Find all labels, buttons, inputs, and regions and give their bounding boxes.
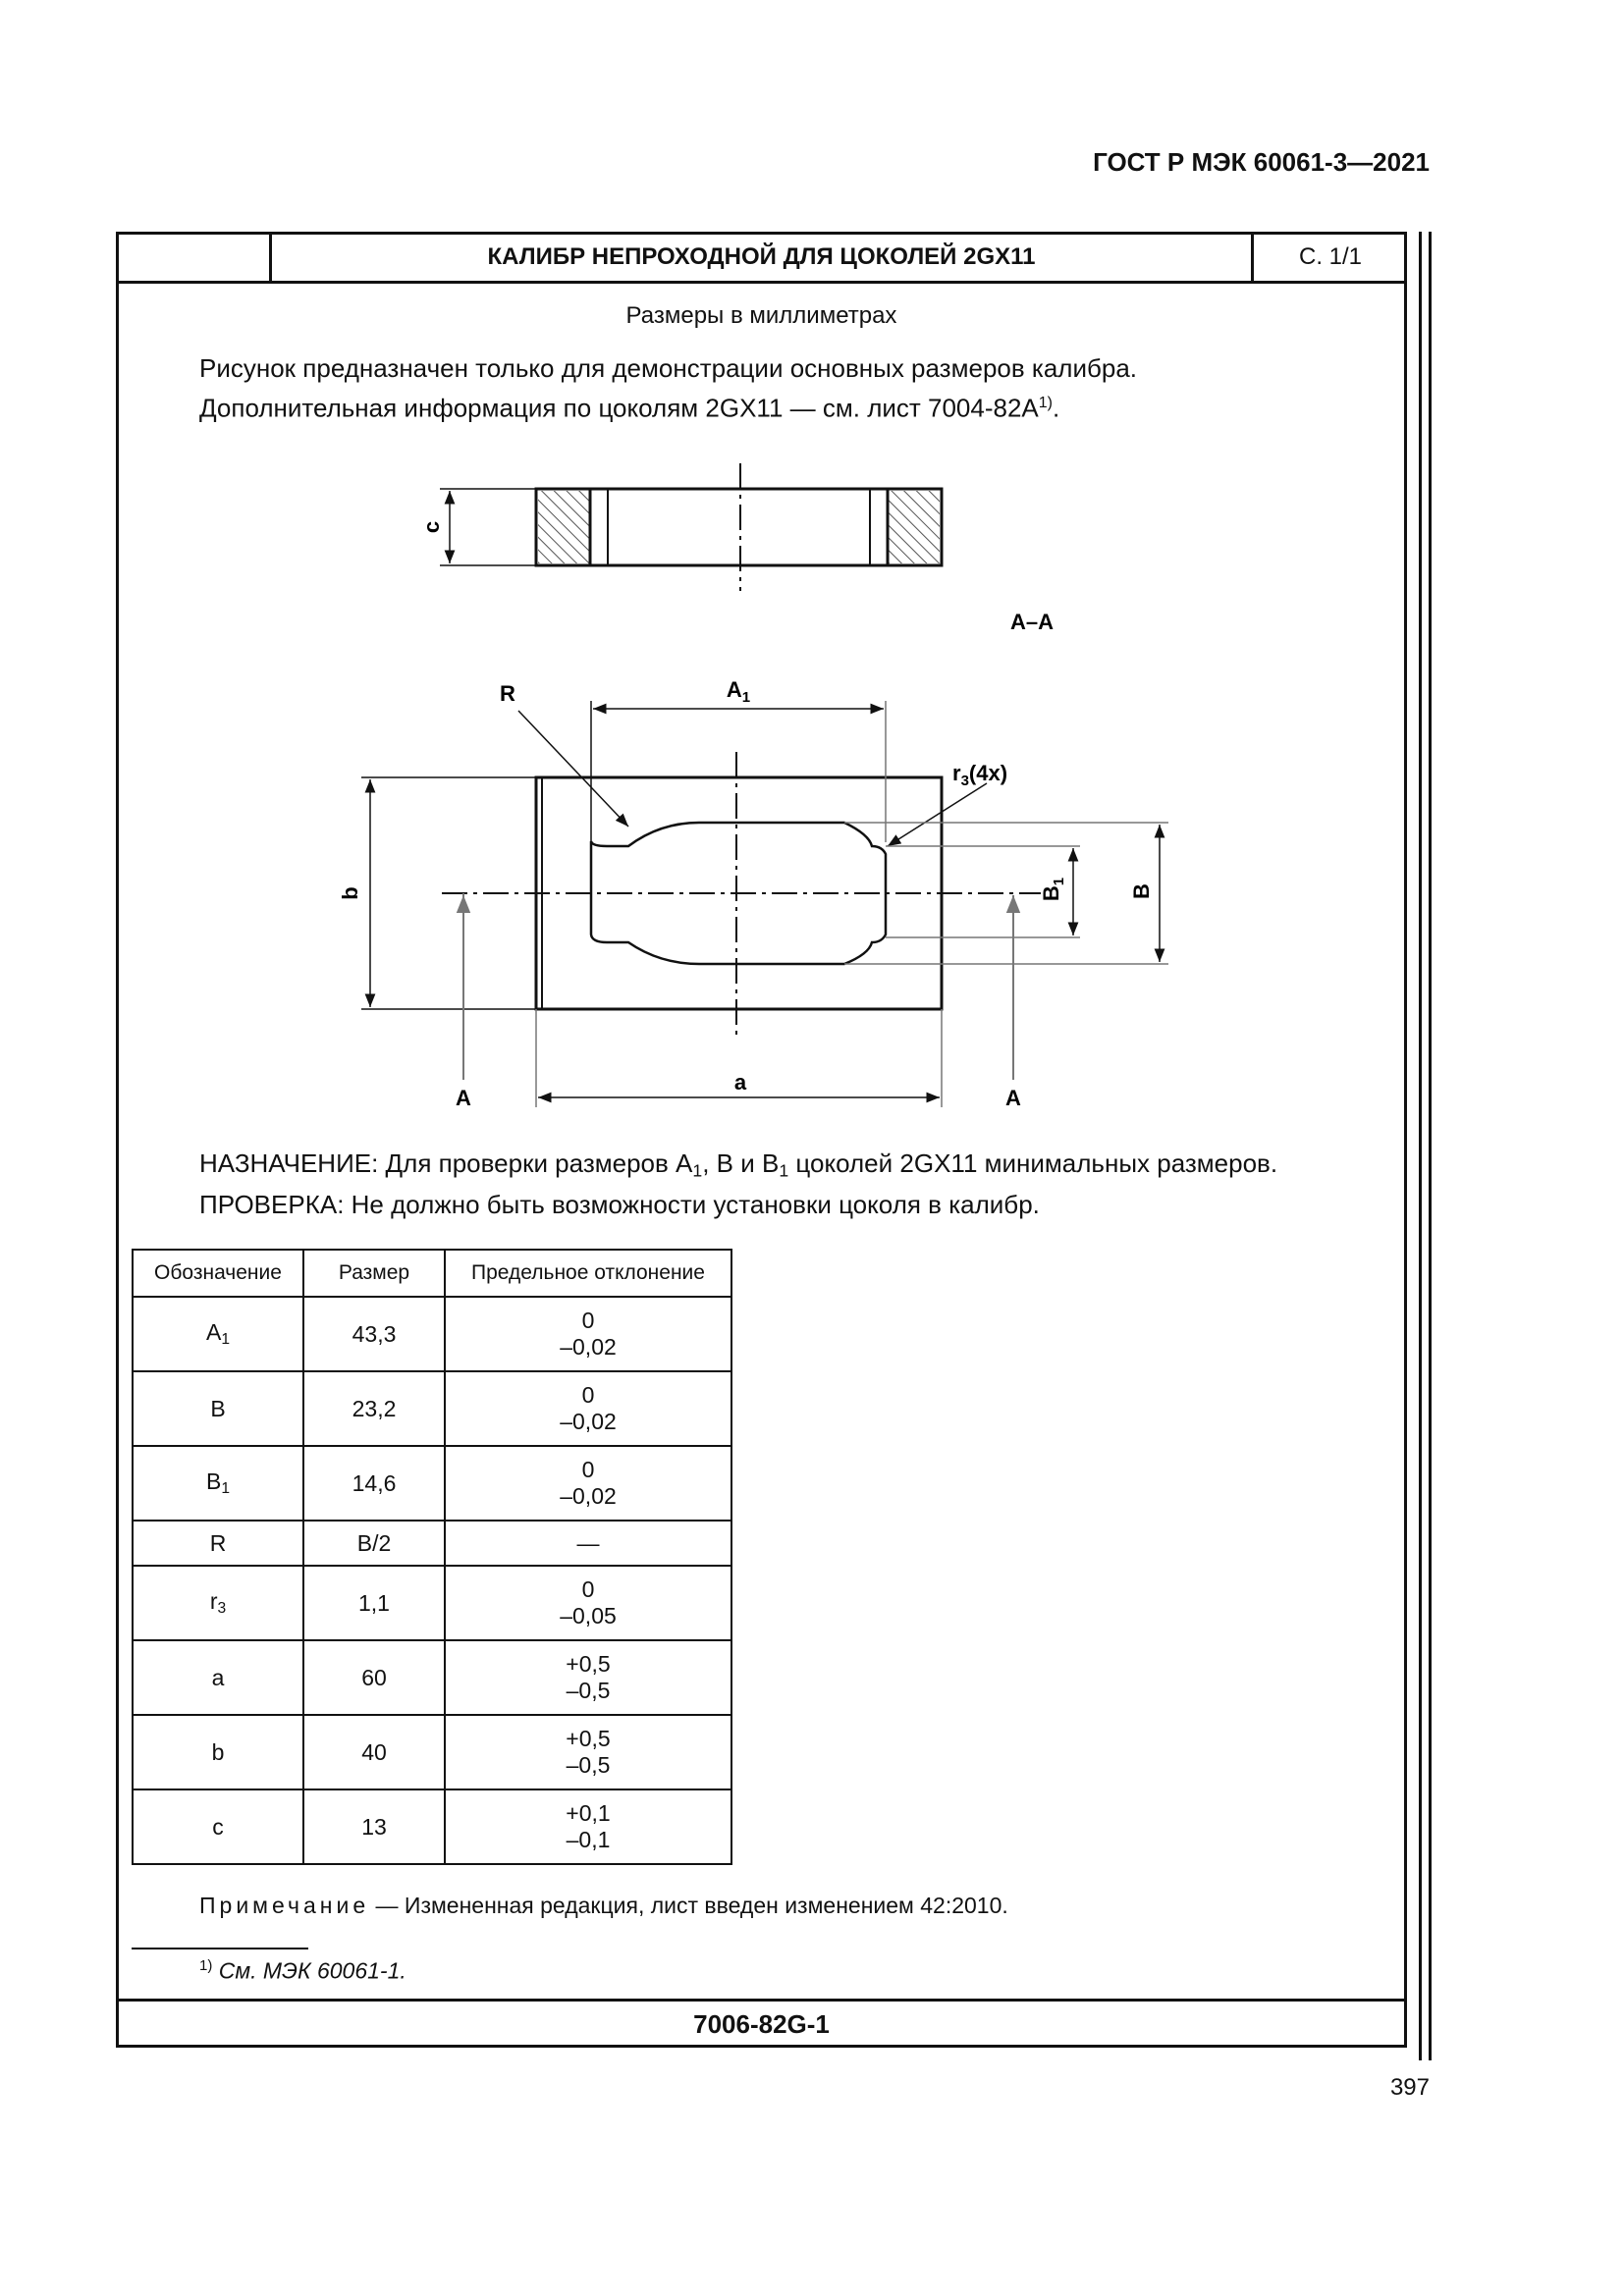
section-label: A–A <box>1009 610 1055 634</box>
cell-symbol: a <box>133 1640 303 1715</box>
cell-deviation: 0 –0,02 <box>445 1446 731 1521</box>
side-outline <box>536 489 942 565</box>
cell-size: 43,3 <box>303 1297 445 1371</box>
cell-symbol: R <box>133 1521 303 1566</box>
table-row <box>133 1715 731 1789</box>
footnote-separator <box>132 1948 308 1949</box>
purpose-line: НАЗНАЧЕНИЕ: Для проверки размеров $A_1$, B и $B_1$ цоколей 2GX11 минимальных размеров. <box>199 1148 1278 1181</box>
purpose-text <box>199 1147 1277 1222</box>
cell-size: 40 <box>303 1715 445 1789</box>
cell-deviation: +0,5 –0,5 <box>445 1640 731 1715</box>
table-row <box>133 1789 731 1864</box>
units-note: Размеры в миллиметрах <box>625 302 897 329</box>
hatch-right <box>888 491 940 563</box>
cell-size: 13 <box>303 1789 445 1864</box>
standard-id: ГОСТ Р МЭК 60061-3—2021 <box>1093 147 1430 177</box>
cell-deviation: +0,5 –0,5 <box>445 1715 731 1789</box>
check-line: ПРОВЕРКА: Не должно быть возможности установки цоколя в калибр. <box>199 1190 1040 1220</box>
side-view <box>419 463 942 591</box>
note-label: Примечание <box>199 1893 370 1918</box>
cell-symbol: $B_1$ <box>133 1446 303 1521</box>
label-b: b <box>338 886 362 900</box>
footnote-mark: 1) <box>199 1957 213 1974</box>
label-big-b: B <box>1129 883 1154 899</box>
table-row <box>133 1371 731 1446</box>
table-row <box>133 1446 731 1521</box>
cell-symbol: c <box>133 1789 303 1864</box>
footnote-ref: 1) <box>1038 395 1054 411</box>
cell-size: 14,6 <box>303 1446 445 1521</box>
cell-deviation: 0 –0,02 <box>445 1371 731 1446</box>
sheet-title: КАЛИБР НЕПРОХОДНОЙ ДЛЯ ЦОКОЛЕЙ 2GX11 <box>487 243 1036 270</box>
label-c: c <box>419 520 444 534</box>
intro-line-2: Дополнительная информация по цоколям 2GX11 — см. лист $7004-82A^{1)}$. <box>199 393 1060 423</box>
leader-r3 <box>888 783 987 846</box>
sheet-number: С. 1/1 <box>1298 243 1363 270</box>
cell-deviation: 0 –0,02 <box>445 1297 731 1371</box>
dimensions-table <box>132 1249 732 1865</box>
footer-divider <box>116 1999 1407 2002</box>
intro-line-1: Рисунок предназначен только для демонстрации основных размеров калибра. <box>199 353 1138 383</box>
col-header: Размер <box>303 1250 445 1297</box>
label-a1: $A_1$ <box>726 677 751 706</box>
note-text: — Измененная редакция, лист введен изменением 42:2010. <box>369 1893 1008 1918</box>
note <box>199 1893 1008 1919</box>
section-mark-left: A <box>456 1086 471 1110</box>
cell-deviation: +0,1 –0,1 <box>445 1789 731 1864</box>
col-header: Обозначение <box>133 1250 303 1297</box>
cell-symbol: $r_3$ <box>133 1566 303 1640</box>
label-r3: $r_3(4x)$ <box>952 761 1008 789</box>
cell-deviation: 0 –0,05 <box>445 1566 731 1640</box>
cell-size: 1,1 <box>303 1566 445 1640</box>
label-r: R <box>500 681 515 706</box>
hatch-left <box>538 491 590 563</box>
label-a: a <box>733 1070 747 1095</box>
cell-symbol: b <box>133 1715 303 1789</box>
section-mark-right: A <box>1005 1086 1021 1110</box>
cell-size: 23,2 <box>303 1371 445 1446</box>
table-row <box>133 1521 731 1566</box>
sheet-code: 7006-82G-1 <box>693 2009 830 2039</box>
table-row <box>133 1566 731 1640</box>
table-row <box>133 1297 731 1371</box>
col-header: Предельное отклонение <box>445 1250 731 1297</box>
cell-symbol: $A_1$ <box>133 1297 303 1371</box>
table-row <box>133 1640 731 1715</box>
cell-size: 60 <box>303 1640 445 1715</box>
page-number: 397 <box>1389 2074 1430 2101</box>
footnote: $^{1)}$ См. МЭК 60061-1. <box>199 1957 406 1984</box>
cell-deviation: — <box>445 1521 731 1566</box>
cell-symbol: B <box>133 1371 303 1446</box>
plan-view <box>338 677 1168 1110</box>
cell-size: B/2 <box>303 1521 445 1566</box>
label-b1: $B_1$ <box>1039 877 1067 902</box>
